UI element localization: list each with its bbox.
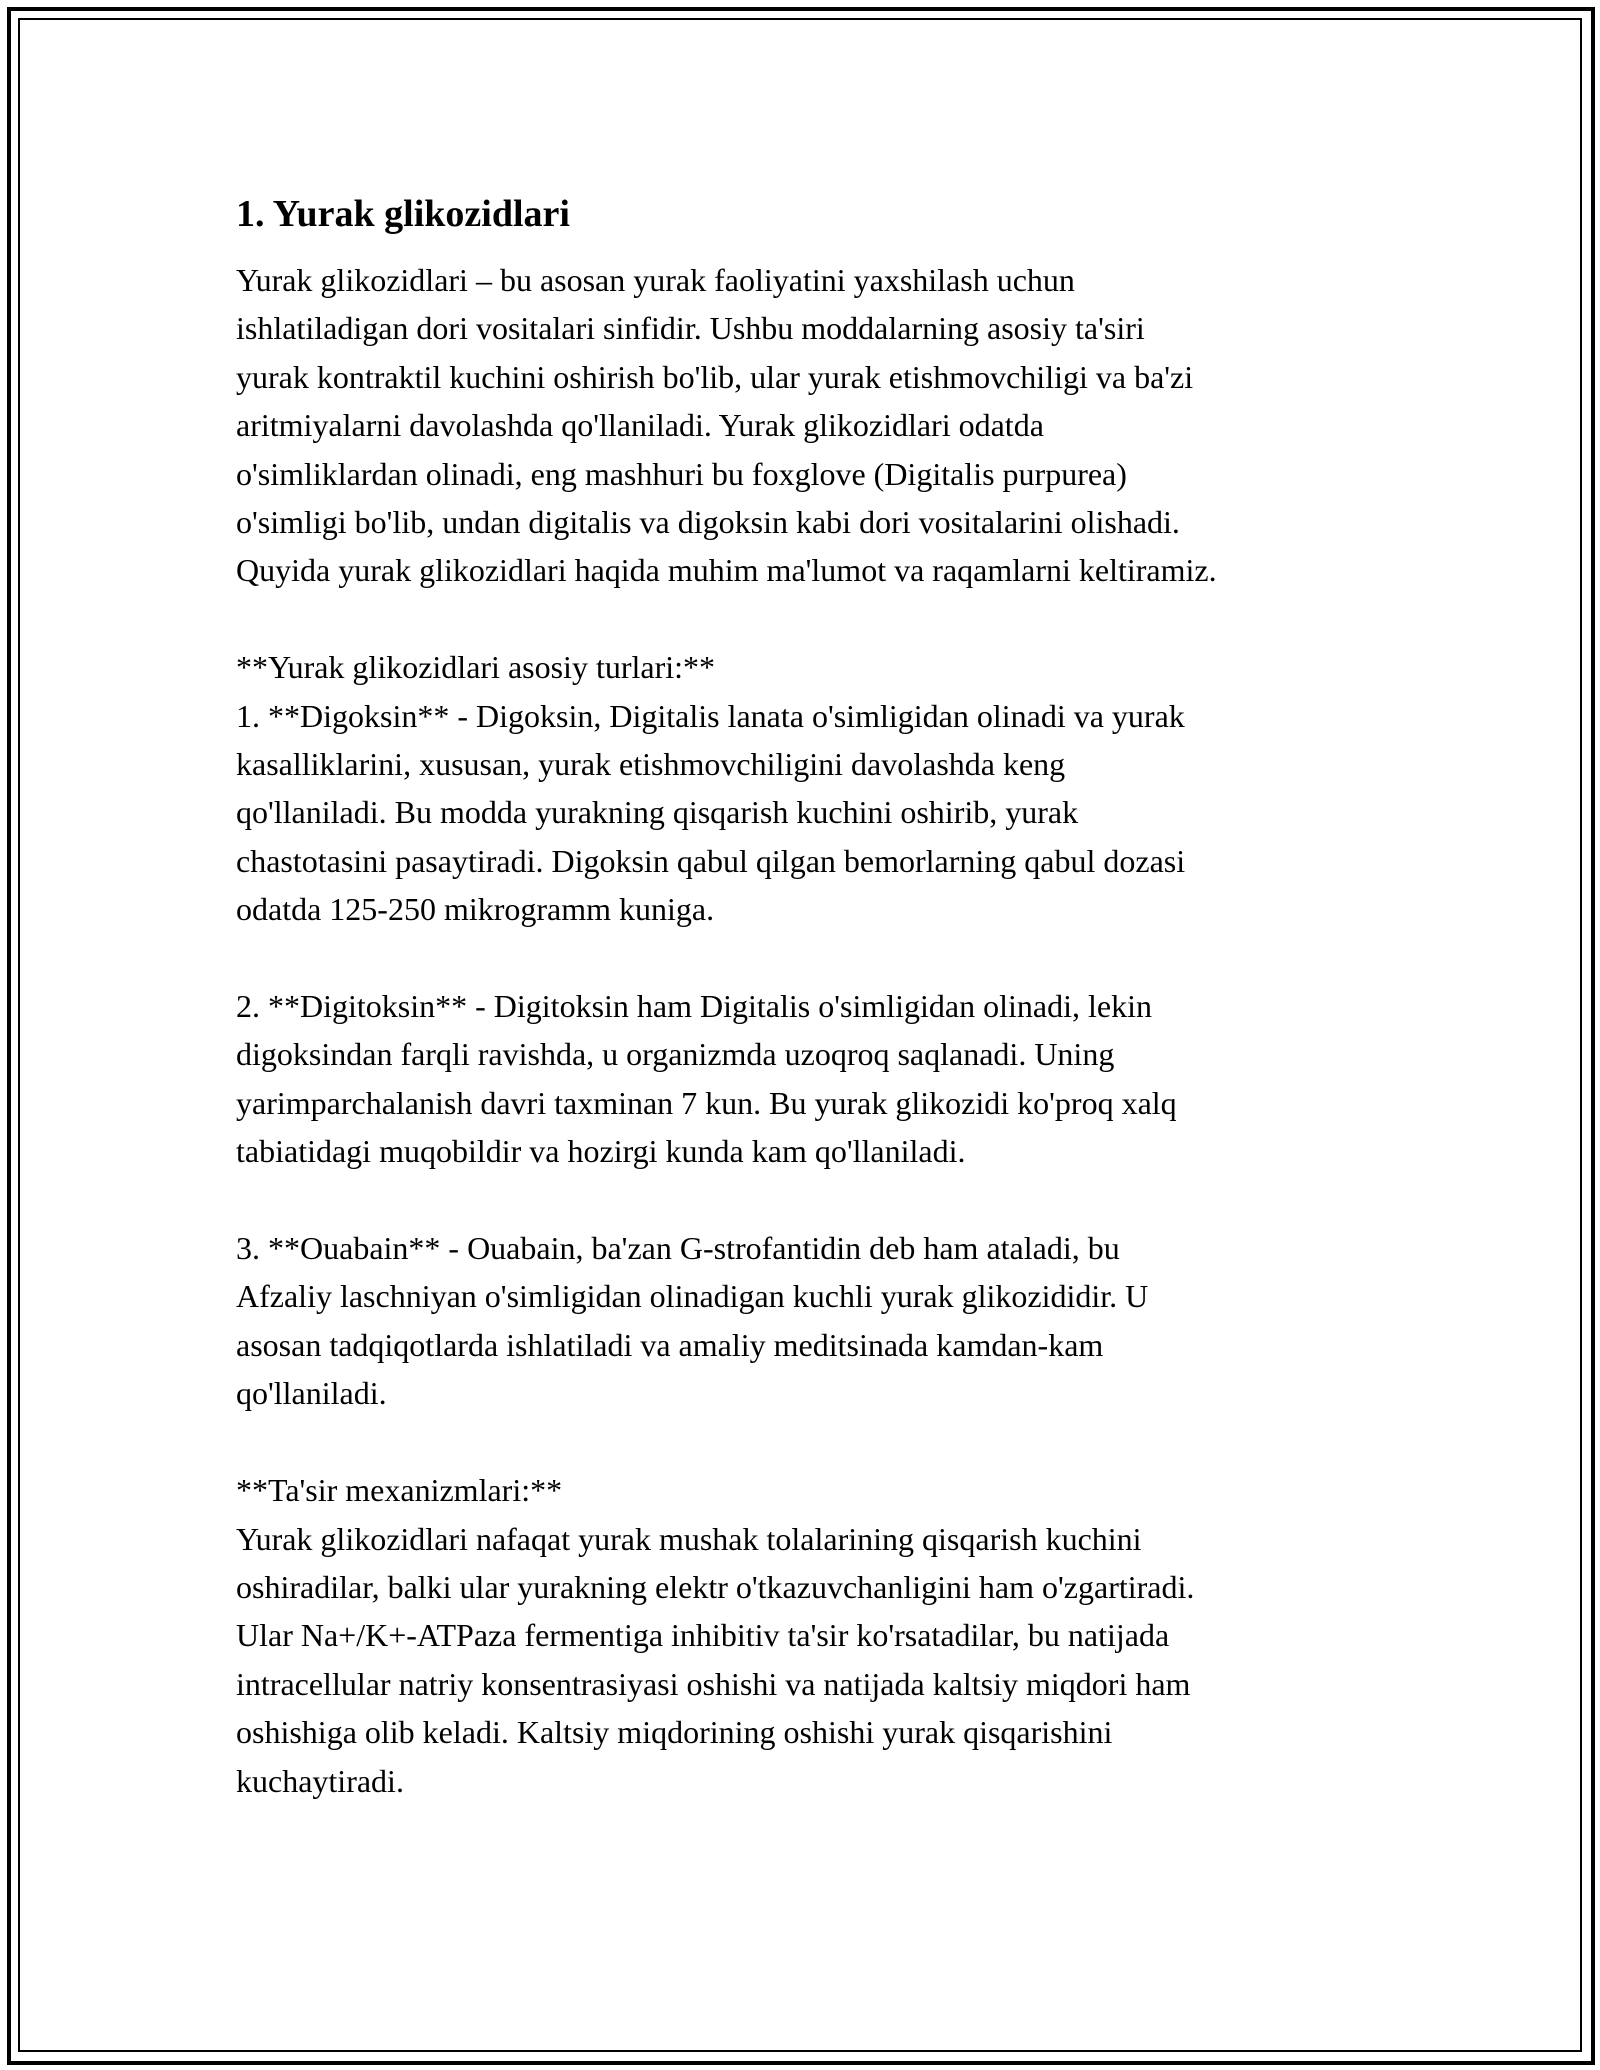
document-body <box>236 186 1376 1805</box>
intro-paragraph: Yurak glikozidlari – bu asosan yurak faoliyatini yaxshilash uchun ishlatiladigan dori vositalari sinfidir. Ushbu moddalarning asosiy ta'siri yurak kontraktil kuchini oshirish bo'lib, ular yurak etishmovchiligi va ba'zi aritmiyalarni davolashda qo'llaniladi. Yurak glikozidlari odatda o'simliklardan olinadi, eng mashhuri bu foxglove (Digitalis purpurea) o'simligi bo'lib, undan digitalis va digoksin kabi dori vositalarini olishadi. Quyida yurak glikozidlari haqida muhim ma'lumot va raqamlarni keltiramiz. <box>236 262 1217 589</box>
page-title: 1. Yurak glikozidlari <box>236 193 570 235</box>
paragraph-spacer <box>236 595 1376 643</box>
mechanism-paragraph: Yurak glikozidlari nafaqat yurak mushak tolalarining qisqarish kuchini oshiradilar, balki ular yurakning elektr o'tkazuvchanligini ham o'zgartiradi. Ular Na+/K+-ATPaza fermentiga inhibitiv ta'sir ko'rsatadilar, bu natijada intracellular natriy konsentrasiyasi oshishi va natijada kaltsiy miqdori ham oshishiga olib keladi. Kaltsiy miqdorining oshishi yurak qisqarishini kuchaytiradi. <box>236 1520 1195 1799</box>
paragraph-spacer <box>236 934 1376 982</box>
paragraph-spacer <box>236 1176 1376 1224</box>
list-item-ouabain: 3. **Ouabain** - Ouabain, ba'zan G-strofantidin deb ham ataladi, bu Afzaliy laschniyan o'simligidan olinadigan kuchli yurak glikozididir. U asosan tadqiqotlarda ishlatiladi va amaliy meditsinada kamdan-kam qo'llaniladi. <box>236 1230 1149 1412</box>
paragraph-spacer <box>236 1418 1376 1466</box>
list-item-digoksin: 1. **Digoksin** - Digoksin, Digitalis lanata o'simligidan olinadi va yurak kasalliklarini, xususan, yurak etishmovchiligini davolashda keng qo'llaniladi. Bu modda yurakning qisqarish kuchini oshirib, yurak chastotasini pasaytiradi. Digoksin qabul qilgan bemorlarning qabul dozasi odatda 125-250 mikrogramm kuniga. <box>236 697 1186 928</box>
mechanism-heading: **Ta'sir mexanizmlari:** <box>236 1472 563 1509</box>
types-heading: **Yurak glikozidlari asosiy turlari:** <box>236 649 716 686</box>
list-item-digitoksin: 2. **Digitoksin** - Digitoksin ham Digitalis o'simligidan olinadi, lekin digoksindan farqli ravishda, u organizmda uzoqroq saqlanadi. Uning yarimparchalanish davri taxminan 7 kun. Bu yurak glikozidi ko'proq xalq tabiatidagi muqobildir va hozirgi kunda kam qo'llaniladi. <box>236 988 1177 1170</box>
